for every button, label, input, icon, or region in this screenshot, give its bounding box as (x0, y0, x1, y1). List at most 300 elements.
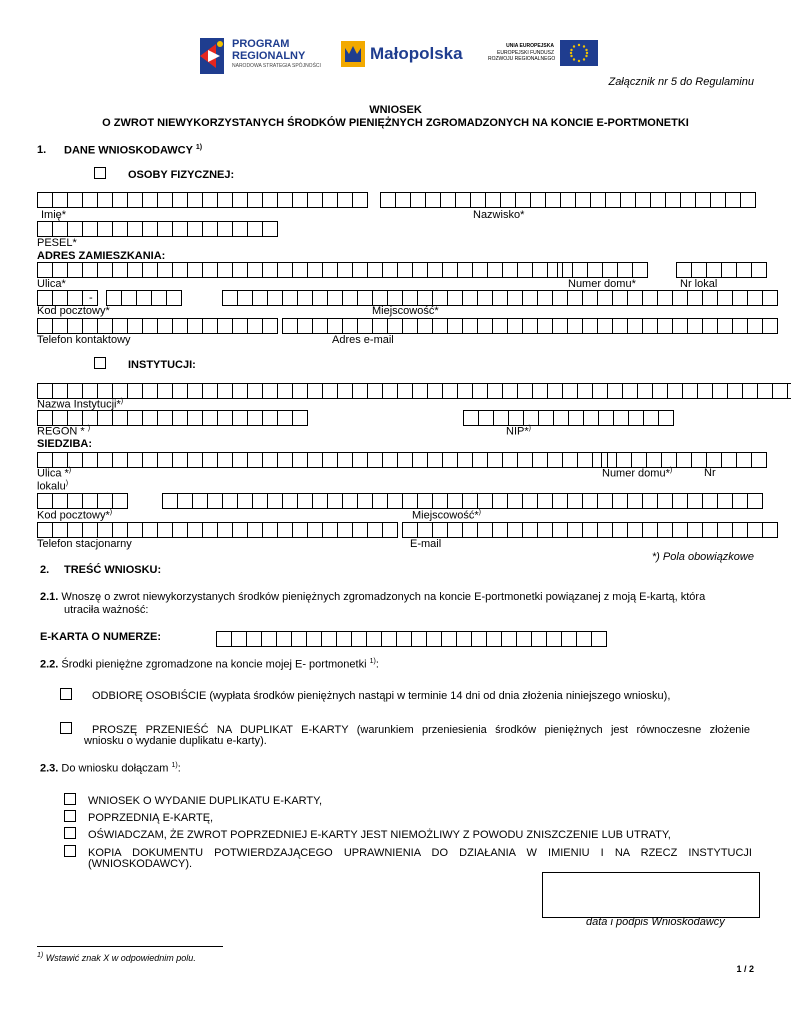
form-cell[interactable] (217, 410, 233, 426)
option-duplicate-transfer[interactable]: PROSZĘ PRZENIEŚĆ NA DUPLIKAT E-KARTY (warunkiem przeniesienia środków pieniężnych jest równoczesne złożenie (60, 722, 750, 736)
form-cell[interactable] (67, 262, 83, 278)
form-cell[interactable] (583, 410, 599, 426)
form-cell[interactable] (217, 221, 233, 237)
form-cell[interactable] (277, 452, 293, 468)
form-cell[interactable] (247, 452, 263, 468)
form-cell[interactable] (612, 493, 628, 509)
form-cell[interactable] (517, 452, 533, 468)
form-cell[interactable] (402, 522, 418, 538)
form-cell[interactable] (112, 452, 128, 468)
form-cell[interactable] (247, 383, 263, 399)
form-cell[interactable] (502, 383, 518, 399)
form-cell[interactable] (351, 631, 367, 647)
form-cell[interactable] (582, 290, 598, 306)
form-cell[interactable] (710, 192, 726, 208)
form-cell[interactable] (635, 192, 651, 208)
form-cell[interactable] (262, 452, 278, 468)
form-cell[interactable] (676, 452, 692, 468)
form-cell[interactable] (397, 383, 413, 399)
form-cell[interactable] (691, 262, 707, 278)
form-cell[interactable] (142, 262, 158, 278)
form-cell[interactable] (680, 192, 696, 208)
institution-name-boxes[interactable] (37, 383, 791, 399)
signature-box[interactable] (542, 872, 760, 918)
form-cell[interactable] (382, 452, 398, 468)
form-cell[interactable] (67, 452, 83, 468)
form-cell[interactable] (157, 221, 173, 237)
form-cell[interactable] (187, 410, 203, 426)
form-cell[interactable] (52, 452, 68, 468)
form-cell[interactable] (97, 410, 113, 426)
form-cell[interactable] (232, 383, 248, 399)
form-cell[interactable] (747, 318, 763, 334)
form-cell[interactable] (52, 383, 68, 399)
form-cell[interactable] (547, 452, 563, 468)
form-cell[interactable] (322, 522, 338, 538)
form-cell[interactable] (717, 522, 733, 538)
form-cell[interactable] (127, 192, 143, 208)
option-personal-pickup[interactable]: ODBIORĘ OSOBIŚCIE (wypłata środków pieniężnych nastąpi w terminie 14 dni od dnia złożenia niniejszego wniosku), (60, 688, 670, 702)
form-cell[interactable] (127, 383, 143, 399)
form-cell[interactable] (67, 318, 83, 334)
form-cell[interactable] (717, 493, 733, 509)
form-cell[interactable] (217, 262, 233, 278)
form-cell[interactable] (522, 318, 538, 334)
form-cell[interactable] (112, 318, 128, 334)
form-cell[interactable] (412, 262, 428, 278)
form-cell[interactable] (577, 383, 593, 399)
city-boxes[interactable] (222, 290, 777, 306)
form-cell[interactable] (553, 410, 569, 426)
form-cell[interactable] (337, 522, 353, 538)
form-cell[interactable] (712, 383, 728, 399)
form-cell[interactable] (127, 221, 143, 237)
form-cell[interactable] (237, 493, 253, 509)
form-cell[interactable] (387, 290, 403, 306)
form-cell[interactable] (312, 318, 328, 334)
form-cell[interactable] (552, 290, 568, 306)
form-cell[interactable] (537, 318, 553, 334)
form-cell[interactable] (202, 452, 218, 468)
form-cell[interactable] (162, 493, 178, 509)
form-cell[interactable] (112, 410, 128, 426)
form-cell[interactable] (112, 383, 128, 399)
form-cell[interactable] (572, 262, 588, 278)
inst-street-boxes[interactable] (37, 452, 607, 468)
form-cell[interactable] (262, 192, 278, 208)
regon-boxes[interactable] (37, 410, 307, 426)
form-cell[interactable] (395, 192, 411, 208)
form-cell[interactable] (545, 192, 561, 208)
form-cell[interactable] (157, 452, 173, 468)
attach-document-copy[interactable]: KOPIA DOKUMENTU POTWIERDZAJĄCEGO UPRAWNIENIA DO DZIAŁANIA W IMIENIU I NA RZECZ INSTYTUCJI (64, 845, 752, 859)
form-cell[interactable] (462, 493, 478, 509)
form-cell[interactable] (187, 221, 203, 237)
form-cell[interactable] (52, 221, 68, 237)
form-cell[interactable] (172, 522, 188, 538)
form-cell[interactable] (487, 383, 503, 399)
form-cell[interactable] (82, 493, 98, 509)
form-cell[interactable] (531, 631, 547, 647)
form-cell[interactable] (502, 452, 518, 468)
form-cell[interactable] (247, 192, 263, 208)
postal-code-boxes-a[interactable] (37, 290, 97, 306)
form-cell[interactable] (172, 262, 188, 278)
form-cell[interactable] (487, 262, 503, 278)
form-cell[interactable] (322, 383, 338, 399)
form-cell[interactable] (627, 493, 643, 509)
form-cell[interactable] (552, 522, 568, 538)
form-cell[interactable] (457, 262, 473, 278)
form-cell[interactable] (262, 262, 278, 278)
form-cell[interactable] (672, 493, 688, 509)
form-cell[interactable] (410, 192, 426, 208)
form-cell[interactable] (142, 522, 158, 538)
form-cell[interactable] (582, 493, 598, 509)
pesel-boxes[interactable] (37, 221, 277, 237)
form-cell[interactable] (667, 383, 683, 399)
form-cell[interactable] (417, 493, 433, 509)
form-cell[interactable] (157, 318, 173, 334)
form-cell[interactable] (382, 262, 398, 278)
form-cell[interactable] (676, 262, 692, 278)
house-number-boxes[interactable] (557, 262, 647, 278)
form-cell[interactable] (187, 383, 203, 399)
form-cell[interactable] (687, 290, 703, 306)
form-cell[interactable] (492, 493, 508, 509)
form-cell[interactable] (112, 522, 128, 538)
form-cell[interactable] (582, 522, 598, 538)
form-cell[interactable] (232, 452, 248, 468)
form-cell[interactable] (232, 318, 248, 334)
form-cell[interactable] (470, 192, 486, 208)
form-cell[interactable] (307, 192, 323, 208)
form-cell[interactable] (502, 262, 518, 278)
form-cell[interactable] (82, 221, 98, 237)
form-cell[interactable] (382, 522, 398, 538)
form-cell[interactable] (352, 192, 368, 208)
form-cell[interactable] (37, 192, 53, 208)
form-cell[interactable] (598, 410, 614, 426)
form-cell[interactable] (97, 493, 113, 509)
form-cell[interactable] (67, 493, 83, 509)
form-cell[interactable] (277, 522, 293, 538)
form-cell[interactable] (121, 290, 137, 306)
form-cell[interactable] (187, 452, 203, 468)
form-cell[interactable] (427, 452, 443, 468)
form-cell[interactable] (747, 290, 763, 306)
form-cell[interactable] (457, 383, 473, 399)
form-cell[interactable] (97, 522, 113, 538)
persons-checkbox[interactable] (94, 167, 106, 179)
form-cell[interactable] (337, 262, 353, 278)
form-cell[interactable] (691, 452, 707, 468)
form-cell[interactable] (441, 631, 457, 647)
form-cell[interactable] (312, 493, 328, 509)
form-cell[interactable] (262, 221, 278, 237)
form-cell[interactable] (97, 192, 113, 208)
form-cell[interactable] (627, 290, 643, 306)
form-cell[interactable] (82, 318, 98, 334)
form-cell[interactable] (67, 522, 83, 538)
form-cell[interactable] (127, 318, 143, 334)
form-cell[interactable] (617, 262, 633, 278)
form-cell[interactable] (292, 452, 308, 468)
form-cell[interactable] (646, 452, 662, 468)
form-cell[interactable] (687, 522, 703, 538)
form-cell[interactable] (607, 383, 623, 399)
form-cell[interactable] (187, 192, 203, 208)
form-cell[interactable] (472, 452, 488, 468)
form-cell[interactable] (357, 493, 373, 509)
form-cell[interactable] (106, 290, 122, 306)
form-cell[interactable] (702, 522, 718, 538)
form-cell[interactable] (291, 631, 307, 647)
form-cell[interactable] (492, 290, 508, 306)
form-cell[interactable] (342, 290, 358, 306)
form-cell[interactable] (706, 452, 722, 468)
form-cell[interactable] (492, 318, 508, 334)
last-name-boxes[interactable] (380, 192, 755, 208)
form-cell[interactable] (231, 631, 247, 647)
form-cell[interactable] (721, 262, 737, 278)
form-cell[interactable] (562, 452, 578, 468)
form-cell[interactable] (142, 318, 158, 334)
form-cell[interactable] (367, 383, 383, 399)
inst-house-boxes[interactable] (601, 452, 766, 468)
form-cell[interactable] (661, 452, 677, 468)
form-cell[interactable] (276, 631, 292, 647)
form-cell[interactable] (463, 410, 479, 426)
form-cell[interactable] (312, 290, 328, 306)
form-cell[interactable] (702, 318, 718, 334)
form-cell[interactable] (751, 262, 767, 278)
form-cell[interactable] (157, 383, 173, 399)
form-cell[interactable] (142, 192, 158, 208)
form-cell[interactable] (262, 410, 278, 426)
form-cell[interactable] (706, 262, 722, 278)
form-cell[interactable] (762, 318, 778, 334)
form-cell[interactable] (702, 290, 718, 306)
persons-option[interactable]: OSOBY FIZYCZNEJ: (94, 167, 234, 181)
form-cell[interactable] (397, 262, 413, 278)
form-cell[interactable] (702, 493, 718, 509)
form-cell[interactable] (657, 290, 673, 306)
form-cell[interactable] (597, 522, 613, 538)
form-cell[interactable] (620, 192, 636, 208)
form-cell[interactable] (37, 290, 53, 306)
form-cell[interactable] (642, 290, 658, 306)
form-cell[interactable] (52, 410, 68, 426)
form-cell[interactable] (217, 522, 233, 538)
form-cell[interactable] (97, 262, 113, 278)
form-cell[interactable] (732, 522, 748, 538)
form-cell[interactable] (601, 452, 617, 468)
form-cell[interactable] (486, 631, 502, 647)
form-cell[interactable] (192, 493, 208, 509)
form-cell[interactable] (52, 318, 68, 334)
form-cell[interactable] (522, 290, 538, 306)
form-cell[interactable] (246, 631, 262, 647)
form-cell[interactable] (532, 262, 548, 278)
form-cell[interactable] (487, 452, 503, 468)
form-cell[interactable] (687, 318, 703, 334)
form-cell[interactable] (127, 262, 143, 278)
form-cell[interactable] (575, 192, 591, 208)
form-cell[interactable] (247, 221, 263, 237)
form-cell[interactable] (142, 383, 158, 399)
form-cell[interactable] (82, 410, 98, 426)
form-cell[interactable] (736, 452, 752, 468)
street-boxes[interactable] (37, 262, 562, 278)
form-cell[interactable] (567, 522, 583, 538)
attach-previous-card-checkbox[interactable] (64, 810, 76, 822)
inst-email-boxes[interactable] (402, 522, 777, 538)
form-cell[interactable] (37, 383, 53, 399)
form-cell[interactable] (557, 262, 573, 278)
form-cell[interactable] (381, 631, 397, 647)
form-cell[interactable] (82, 192, 98, 208)
form-cell[interactable] (52, 290, 68, 306)
form-cell[interactable] (277, 410, 293, 426)
form-cell[interactable] (277, 192, 293, 208)
form-cell[interactable] (157, 410, 173, 426)
attach-duplicate-request[interactable]: WNIOSEK O WYDANIE DUPLIKATU E-KARTY, (64, 793, 322, 807)
form-cell[interactable] (202, 221, 218, 237)
form-cell[interactable] (442, 383, 458, 399)
form-cell[interactable] (717, 290, 733, 306)
form-cell[interactable] (462, 318, 478, 334)
form-cell[interactable] (432, 522, 448, 538)
form-cell[interactable] (172, 221, 188, 237)
form-cell[interactable] (478, 410, 494, 426)
form-cell[interactable] (732, 290, 748, 306)
form-cell[interactable] (472, 262, 488, 278)
form-cell[interactable] (352, 522, 368, 538)
form-cell[interactable] (322, 452, 338, 468)
form-cell[interactable] (447, 318, 463, 334)
form-cell[interactable] (717, 318, 733, 334)
form-cell[interactable] (142, 221, 158, 237)
form-cell[interactable] (297, 493, 313, 509)
form-cell[interactable] (697, 383, 713, 399)
form-cell[interactable] (292, 383, 308, 399)
form-cell[interactable] (202, 192, 218, 208)
form-cell[interactable] (232, 522, 248, 538)
form-cell[interactable] (202, 383, 218, 399)
form-cell[interactable] (187, 522, 203, 538)
form-cell[interactable] (412, 452, 428, 468)
form-cell[interactable] (442, 452, 458, 468)
form-cell[interactable] (292, 192, 308, 208)
form-cell[interactable] (532, 452, 548, 468)
form-cell[interactable] (455, 192, 471, 208)
form-cell[interactable] (637, 383, 653, 399)
form-cell[interactable] (367, 262, 383, 278)
form-cell[interactable] (561, 631, 577, 647)
form-cell[interactable] (172, 192, 188, 208)
form-cell[interactable] (322, 262, 338, 278)
form-cell[interactable] (202, 262, 218, 278)
form-cell[interactable] (471, 631, 487, 647)
form-cell[interactable] (411, 631, 427, 647)
form-cell[interactable] (172, 452, 188, 468)
form-cell[interactable] (672, 318, 688, 334)
form-cell[interactable] (321, 631, 337, 647)
form-cell[interactable] (282, 290, 298, 306)
option-personal-pickup-checkbox[interactable] (60, 688, 72, 700)
form-cell[interactable] (515, 192, 531, 208)
form-cell[interactable] (425, 192, 441, 208)
form-cell[interactable] (187, 318, 203, 334)
form-cell[interactable] (643, 410, 659, 426)
form-cell[interactable] (262, 318, 278, 334)
form-cell[interactable] (631, 452, 647, 468)
form-cell[interactable] (552, 493, 568, 509)
form-cell[interactable] (187, 262, 203, 278)
form-cell[interactable] (560, 192, 576, 208)
form-cell[interactable] (157, 522, 173, 538)
phone-boxes[interactable] (37, 318, 277, 334)
form-cell[interactable] (357, 290, 373, 306)
form-cell[interactable] (695, 192, 711, 208)
form-cell[interactable] (396, 631, 412, 647)
form-cell[interactable] (232, 410, 248, 426)
form-cell[interactable] (252, 493, 268, 509)
form-cell[interactable] (307, 452, 323, 468)
form-cell[interactable] (307, 522, 323, 538)
form-cell[interactable] (772, 383, 788, 399)
form-cell[interactable] (52, 493, 68, 509)
form-cell[interactable] (337, 192, 353, 208)
inst-phone-boxes[interactable] (37, 522, 397, 538)
form-cell[interactable] (507, 522, 523, 538)
form-cell[interactable] (387, 318, 403, 334)
form-cell[interactable] (740, 192, 756, 208)
form-cell[interactable] (216, 631, 232, 647)
form-cell[interactable] (142, 452, 158, 468)
form-cell[interactable] (67, 221, 83, 237)
form-cell[interactable] (501, 631, 517, 647)
form-cell[interactable] (672, 522, 688, 538)
form-cell[interactable] (262, 522, 278, 538)
inst-postal-boxes-a[interactable] (37, 493, 127, 509)
form-cell[interactable] (742, 383, 758, 399)
form-cell[interactable] (462, 522, 478, 538)
form-cell[interactable] (37, 410, 53, 426)
form-cell[interactable] (602, 262, 618, 278)
form-cell[interactable] (157, 192, 173, 208)
form-cell[interactable] (142, 410, 158, 426)
form-cell[interactable] (457, 452, 473, 468)
form-cell[interactable] (477, 290, 493, 306)
form-cell[interactable] (247, 262, 263, 278)
form-cell[interactable] (537, 290, 553, 306)
postal-code-boxes-b[interactable] (106, 290, 181, 306)
form-cell[interactable] (447, 522, 463, 538)
form-cell[interactable] (402, 318, 418, 334)
institutions-option[interactable]: INSTYTUCJI: (94, 357, 196, 371)
form-cell[interactable] (582, 318, 598, 334)
form-cell[interactable] (247, 522, 263, 538)
form-cell[interactable] (432, 493, 448, 509)
form-cell[interactable] (252, 290, 268, 306)
nip-boxes[interactable] (463, 410, 673, 426)
form-cell[interactable] (537, 493, 553, 509)
form-cell[interactable] (202, 410, 218, 426)
form-cell[interactable] (97, 221, 113, 237)
form-cell[interactable] (277, 383, 293, 399)
